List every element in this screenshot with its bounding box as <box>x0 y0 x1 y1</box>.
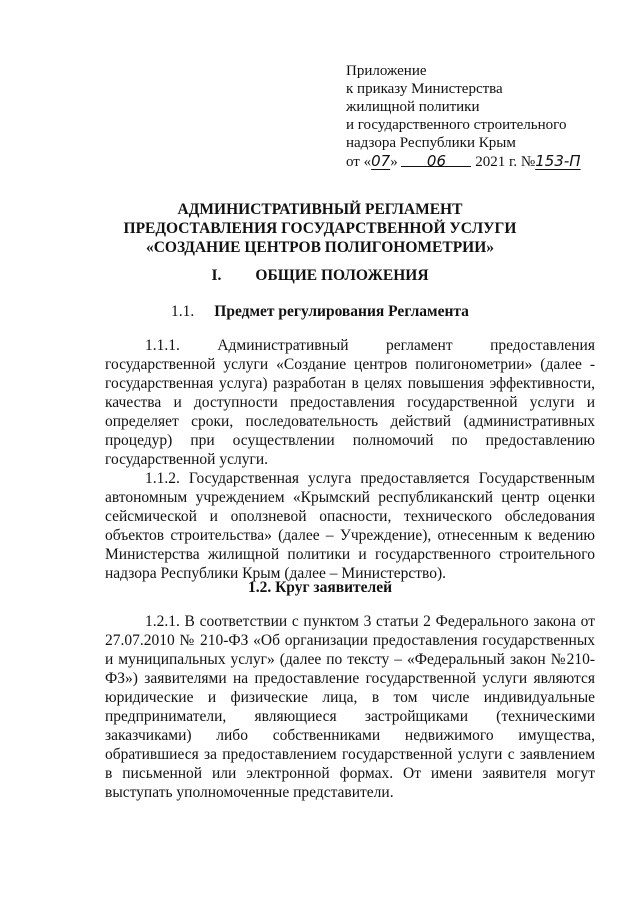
date-year: 2021 г. № <box>475 154 536 170</box>
paragraph-1-1-1: 1.1.1. Административный регламент предоставления государственной услуги «Создание центров полигонометрии» (далее - государственная услуга) разработан в целях повышения эффективности, качества и доступности предоставления государственной услуги и определяет сроки, последовательность действий (административных процедур) при осуществлении полномочий по предоставлению государственной услуги. <box>105 337 595 468</box>
paragraph-1-1-2: 1.1.2. Государственная услуга предоставляется Государственным автономным учреждением «Крымский республиканский центр оценки сейсмической и оползневой опасности, технического обследования объектов строительства» (далее – Учреждение), отнесенным к ведению Министерства жилищной политики и государственного строительного надзора Республики Крым (далее – Министерство). <box>105 470 595 582</box>
date-mid: » <box>390 154 398 170</box>
handwritten-month: 06 <box>426 152 446 170</box>
appendix-ministry-line-2: и государственного строительного <box>346 117 567 133</box>
subsection-heading-1-1 <box>0 302 640 321</box>
month-blank <box>401 152 471 170</box>
appendix-label: Приложение <box>346 63 427 79</box>
appendix-ministry-line: жилищной политики <box>346 99 480 115</box>
appendix-date-line <box>346 152 606 171</box>
handwritten-order-number: 153-П <box>535 152 581 170</box>
appendix-order-line: к приказу Министерства <box>346 81 503 97</box>
subsection-heading-1-2 <box>0 578 640 597</box>
section-number: I. <box>211 267 222 284</box>
section-title: ОБЩИЕ ПОЛОЖЕНИЯ <box>255 267 429 284</box>
appendix-ministry-line-3: надзора Республики Крым <box>346 135 516 151</box>
date-prefix: от « <box>346 154 372 170</box>
section-1-2-body <box>105 612 595 802</box>
subsection-title: Предмет регулирования Регламента <box>214 303 469 320</box>
subsection-number: 1.1. <box>171 303 195 320</box>
section-heading-general <box>0 266 640 285</box>
title-line-2: ПРЕДОСТАВЛЕНИЯ ГОСУДАРСТВЕННОЙ УСЛУГИ <box>123 220 517 237</box>
paragraph-1-2-1: 1.2.1. В соответствии с пунктом 3 статьи 2 Федерального закона от 27.07.2010 № 210-ФЗ «Об организации предоставления государственных и муниципальных услуг» (далее по тексту – «Федеральный закон №210-ФЗ») заявителями на предоставление государственной услуги являются юридические и физические лица, в том числе индивидуальные предприниматели, являющиеся застройщиками (техническими заказчиками) либо собственниками недвижимого имущества, обратившиеся за предоставлением государственной услуги с заявлением в письменной или электронной формах. От имени заявителя могут выступать уполномоченные представители. <box>105 613 595 801</box>
appendix-header <box>346 62 606 171</box>
handwritten-day: 07 <box>371 152 391 170</box>
section-1-1-body <box>105 336 595 583</box>
title-line-3: «СОЗДАНИЕ ЦЕНТРОВ ПОЛИГОНОМЕТРИИ» <box>145 239 495 256</box>
title-line-1: АДМИНИСТРАТИВНЫЙ РЕГЛАМЕНТ <box>177 201 463 218</box>
subsection-title-1-2: 1.2. Круг заявителей <box>247 579 393 596</box>
document-title <box>0 200 640 257</box>
